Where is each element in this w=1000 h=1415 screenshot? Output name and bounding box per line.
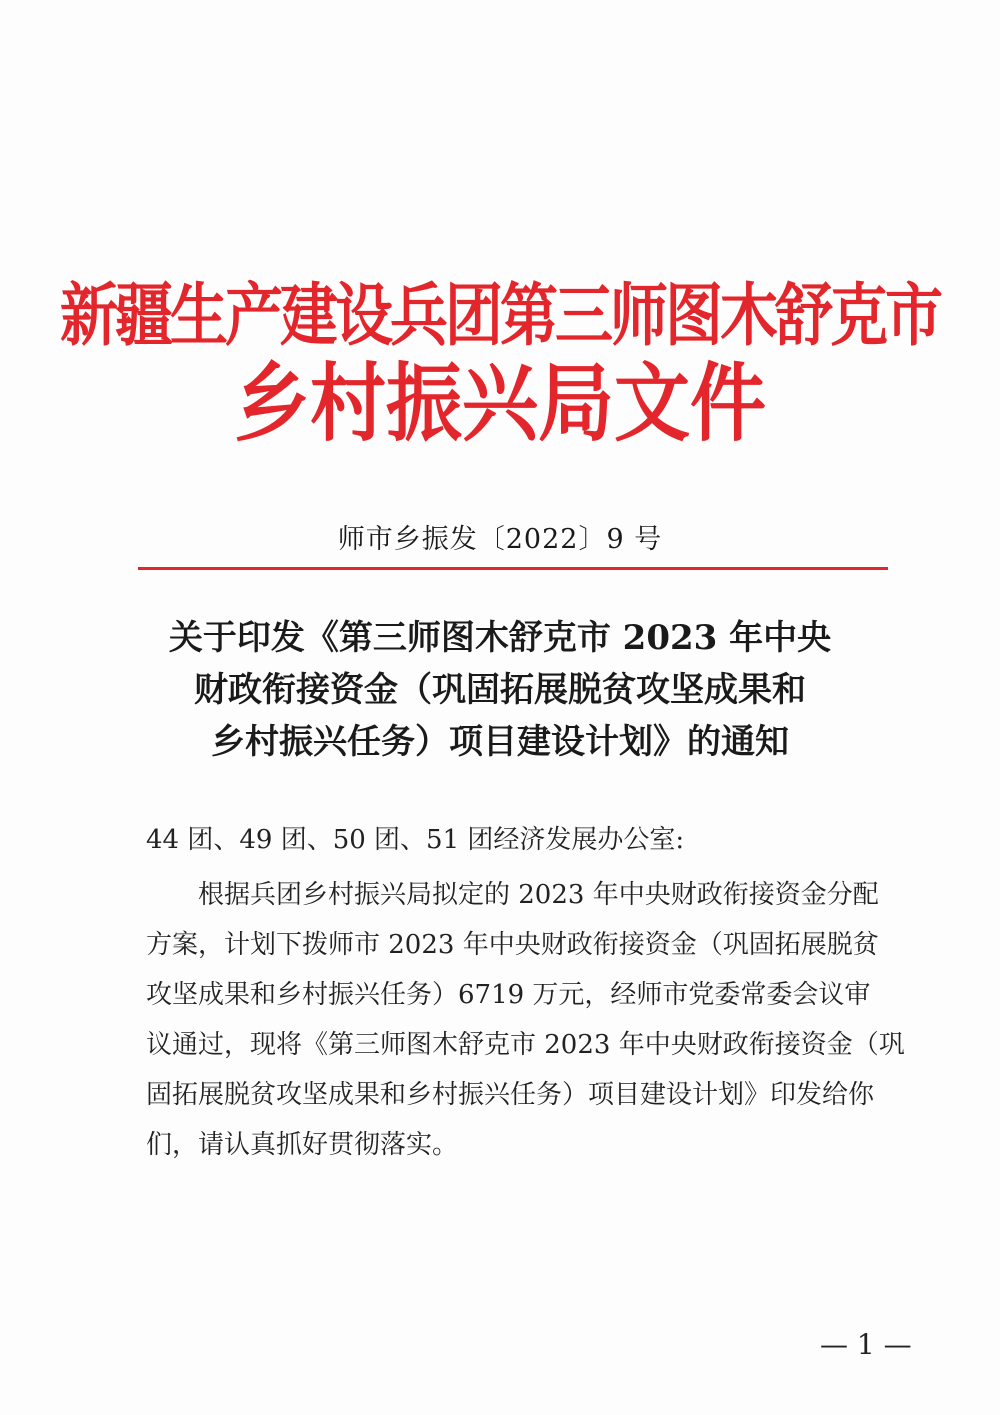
body-line: 们，请认真抓好贯彻落实。 <box>146 1130 459 1160</box>
title-line: 财政衔接资金（巩固拓展脱贫攻坚成果和 <box>194 670 806 710</box>
document-number: 师市乡振发〔2022〕9 号 <box>337 524 663 555</box>
body-line: 议通过，现将《第三师图木舒克市 2023 年中央财政衔接资金（巩 <box>146 1030 905 1060</box>
body-line: 攻坚成果和乡村振兴任务）6719 万元，经师市党委常委会议审 <box>146 980 871 1010</box>
title-line: 关于印发《第三师图木舒克市 2023 年中央 <box>168 618 832 658</box>
body-paragraph <box>146 870 906 1170</box>
body-line: 固拓展脱贫攻坚成果和乡村振兴任务）项目建设计划》印发给你 <box>146 1080 875 1110</box>
title-line: 乡村振兴任务）项目建设计划》的通知 <box>211 722 789 762</box>
document-title <box>100 612 900 768</box>
recipient-line: 44 团、49 团、50 团、51 团经济发展办公室: <box>146 825 685 855</box>
page-number: — 1 — <box>820 1328 912 1361</box>
issuer-header-line2: 乡村振兴局文件 <box>234 353 766 454</box>
body-line: 方案，计划下拨师市 2023 年中央财政衔接资金（巩固拓展脱贫 <box>146 930 879 960</box>
red-divider-line <box>138 567 888 570</box>
body-line: 根据兵团乡村振兴局拟定的 2023 年中央财政衔接资金分配 <box>146 880 879 910</box>
issuer-header-line1: 新疆生产建设兵团第三师图木舒克市 <box>59 275 940 356</box>
